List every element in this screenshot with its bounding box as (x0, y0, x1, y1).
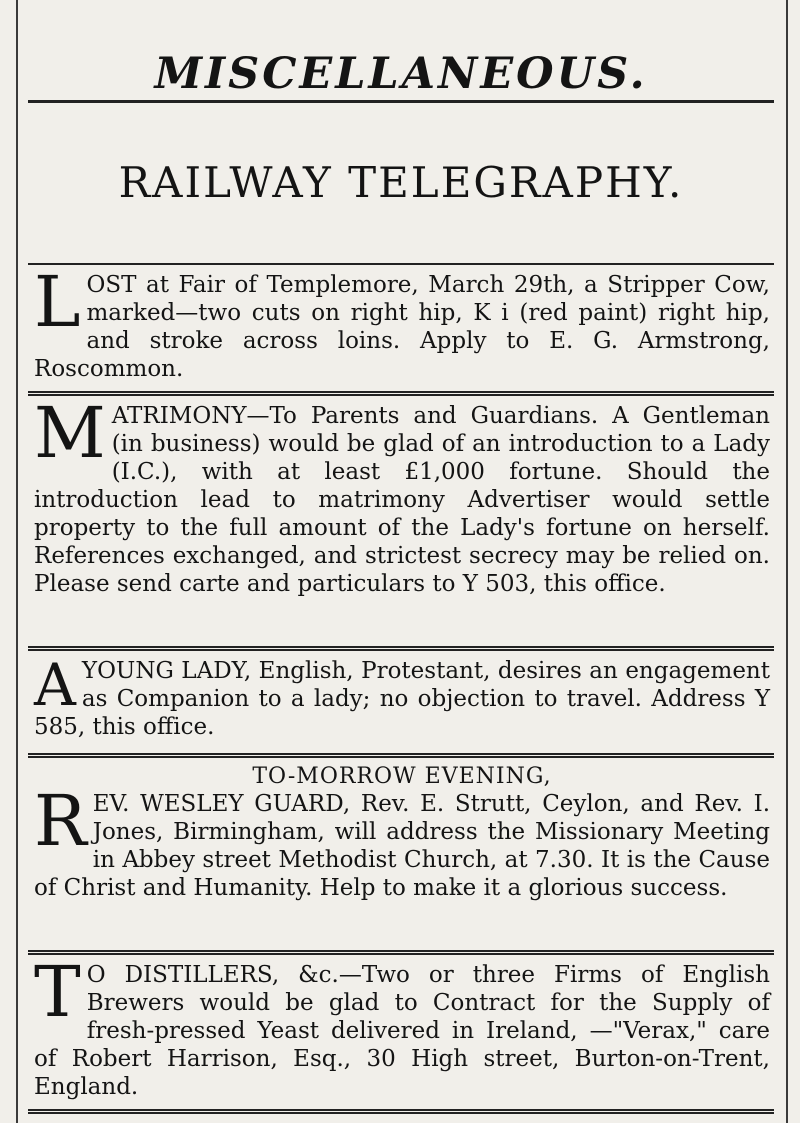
drop-cap: R (34, 780, 87, 862)
drop-cap: M (34, 392, 106, 474)
drop-cap: L (34, 261, 81, 343)
ad-text: EV. WESLEY GUARD, Rev. E. Strutt, Ceylon, and Rev. I. Jones, Birmingham, will address the Missionary Meeting in Abbey street Methodist Church, at 7.30. It is the Cause of Christ and Humanity. Help to make it a glorious success. (34, 791, 770, 901)
next-ad-cut-off (28, 1106, 774, 1123)
ad-matrimony (28, 392, 774, 646)
ad-missionary-meeting (28, 758, 774, 950)
ad-distillers (28, 951, 774, 1109)
ad-text: ATRIMONY—To Parents and Guardians. A Gentleman (in business) would be glad of an introduction to a Lady (I.C.), with at least £1,000 fortune. Should the introduction lead to matrimony Advertiser would settle property to the full amount of the Lady's fortune on herself. References exchanged, and strictest secrecy may be relied on. Please send carte and particulars to Y 503, this office. (34, 403, 770, 597)
ad-young-lady (28, 651, 774, 753)
newspaper-column (28, 0, 774, 1114)
drop-cap: A (34, 651, 76, 719)
column-rule-left (16, 0, 18, 1123)
ad-lost-cow (28, 261, 774, 391)
section-title: MISCELLANEOUS. (154, 49, 648, 99)
ad-text: OST at Fair of Templemore, March 29th, a Stripper Cow, marked—two cuts on right hip, K i (red paint) right hip, and stroke across loins. Apply to E. G. Armstrong, Roscommon. (34, 272, 770, 382)
ad-subhead: TO-MORROW EVENING, (252, 764, 552, 789)
column-rule-right (786, 0, 788, 1123)
ad-text: O DISTILLERS, &c.—Two or three Firms of English Brewers would be glad to Contract for the Supply of fresh-pressed Yeast delivered in Ireland, —"Verax," care of Robert Harrison, Esq., 30 High street, Burton-on-Trent, England. (34, 962, 770, 1100)
ad-text: YOUNG LADY, English, Protestant, desires an engagement as Companion to a lady; no objection to travel. Address Y 585, this office. (34, 658, 770, 740)
headline: RAILWAY TELEGRAPHY. (118, 158, 684, 207)
drop-cap: T (34, 951, 81, 1033)
